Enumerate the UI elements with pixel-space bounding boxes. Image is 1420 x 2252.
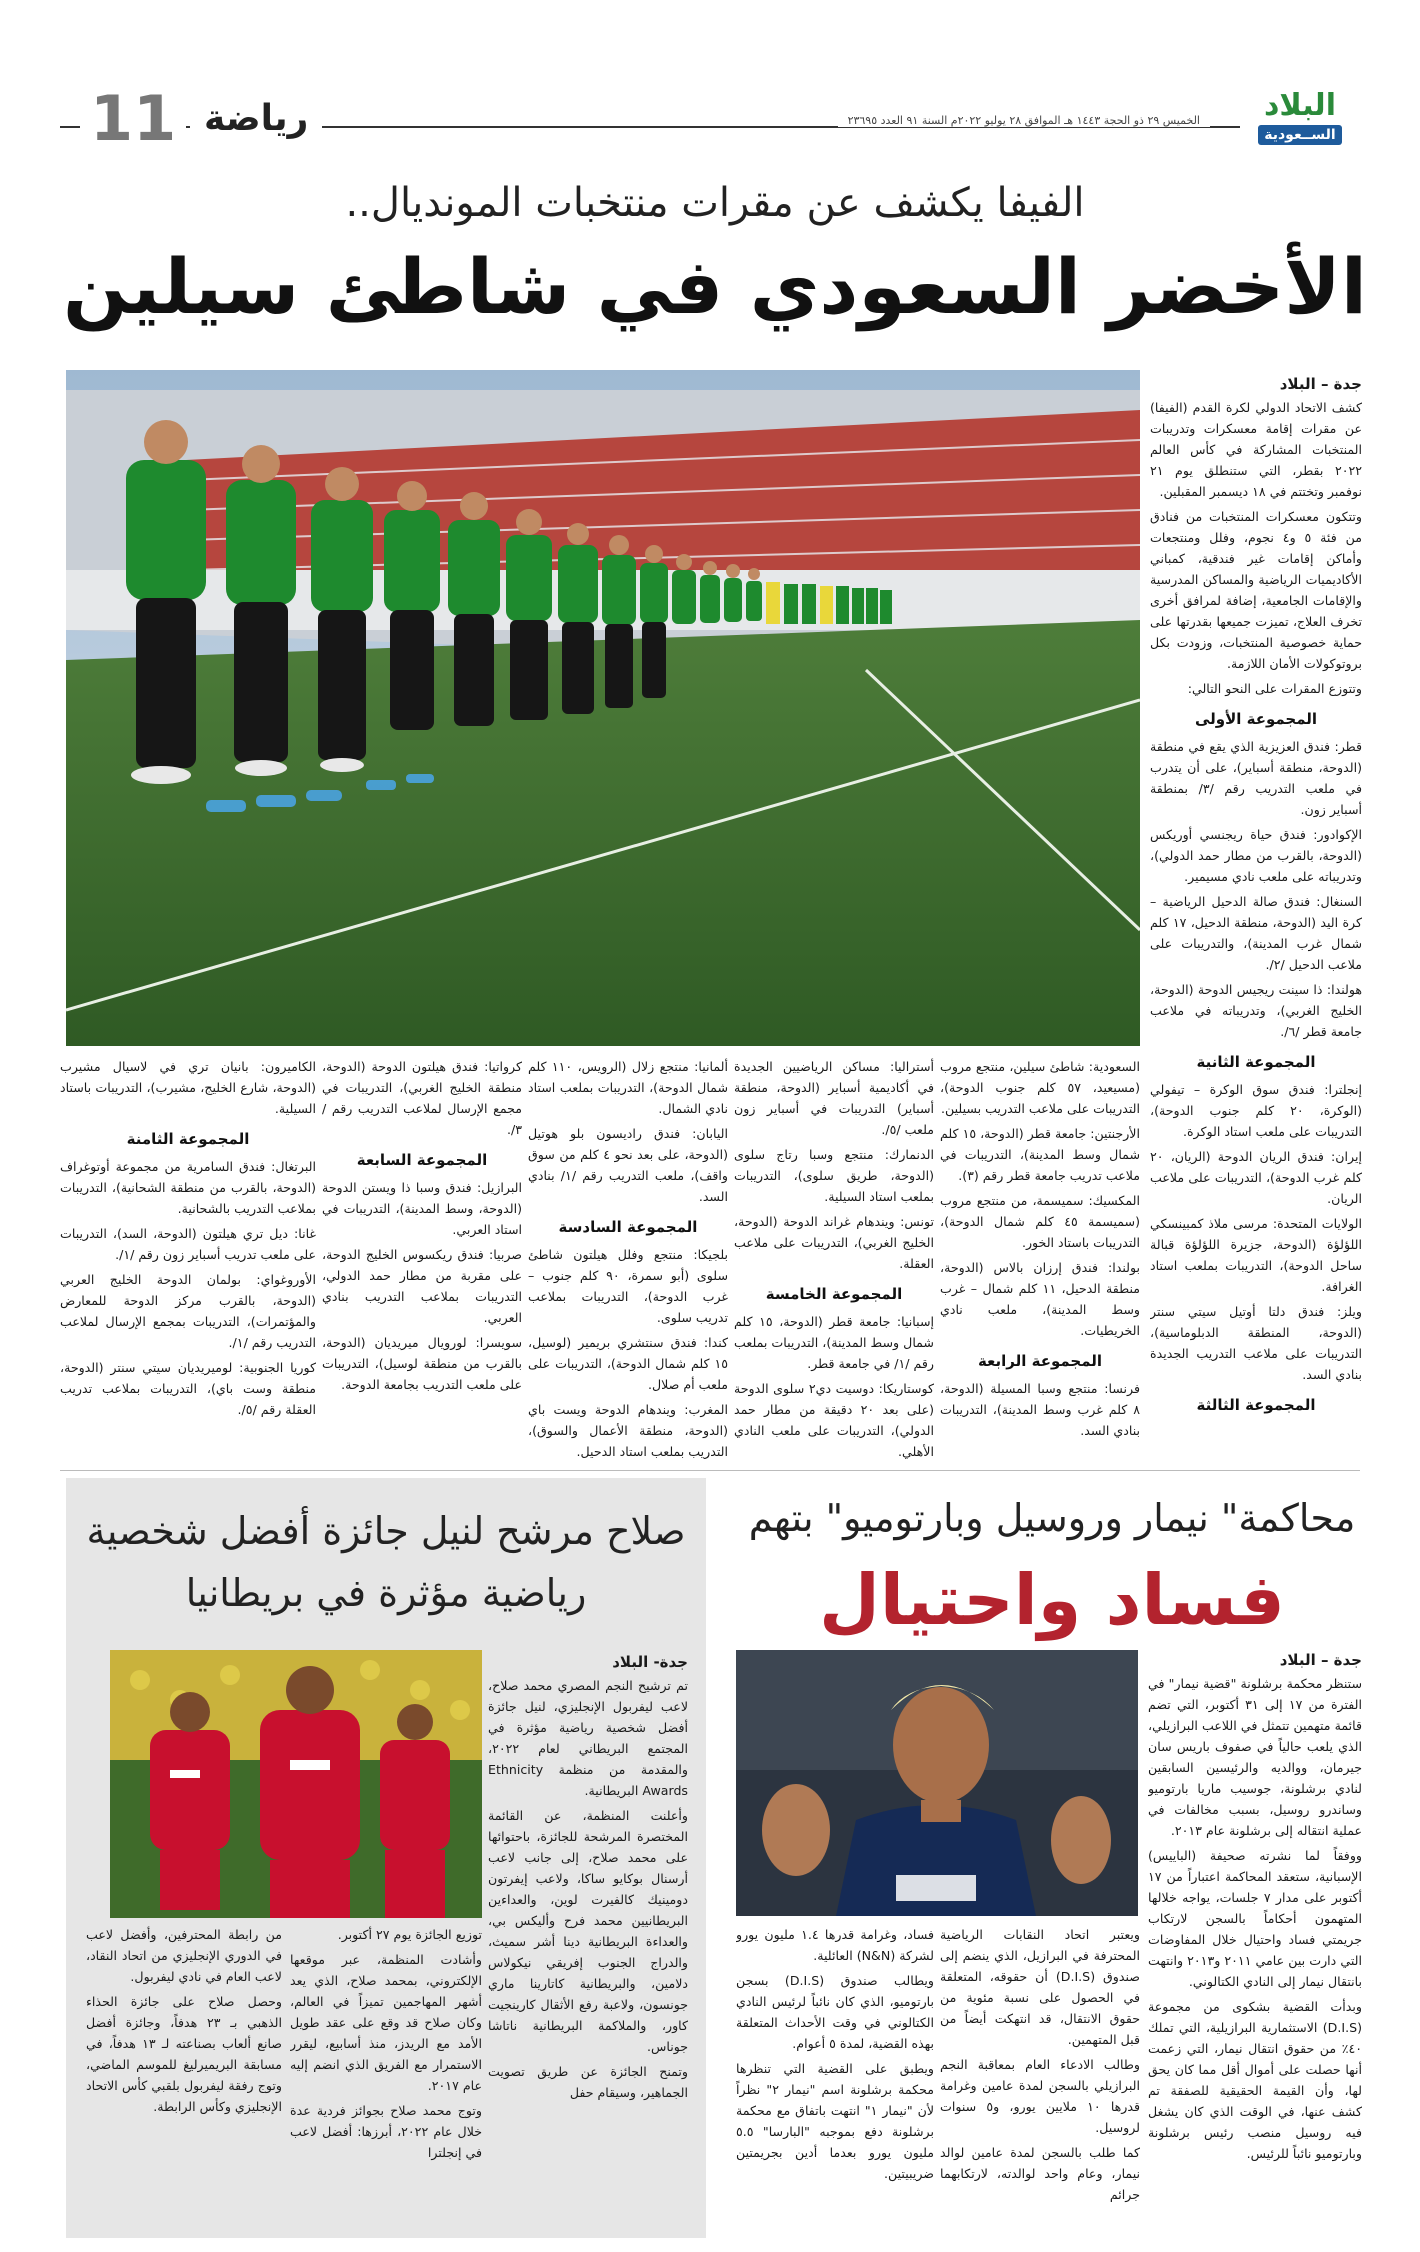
story3-column-3 — [86, 1924, 282, 2230]
group-entry: السنغال: فندق صالة الدحيل الرياضية – كرة اليد (الدوحة، منطقة الدحيل، ١٧ كلم شمال غرب المدينة)، والتدريبات على ملاعب الدحيل /٢/. — [1150, 894, 1362, 972]
story2-paragraph: وبدأت القضية بشكوى من مجموعة (D.I.S) الاستثمارية البرازيلية، التي تملك ٤٠٪ من حقوق انتقال نيمار، التي زعمت أنها حصلت على أموال أقل مما كان يحق لها، وأن القيمة الحقيقية للصفقة تم كشف عنها، في الوقت الذي كان يشغل فيه روسيل منصب رئيس برشلونة وبارتوميو نائباً للرئيس. — [1148, 1999, 1362, 2161]
story1-paragraph: كشف الاتحاد الدولي لكرة القدم (الفيفا) عن مقرات إقامة معسكرات وتدريبات المنتخبات المشاركة في كأس العالم ٢٠٢٢ بقطر، التي ستنطلق يوم ٢١ نوفمبر وتختتم في ١٨ ديسمبر المقبلين. — [1150, 400, 1362, 499]
group-7-heading: المجموعة السابعة — [356, 1151, 488, 1169]
story3-dateline: جدة- البلاد — [612, 1653, 688, 1671]
salah-celebration-photo — [110, 1650, 482, 1918]
story1-column-6 — [60, 1056, 316, 1464]
story2-kicker: محاكمة" نيمار وروسيل وبارتوميو" بتهم — [748, 1496, 1356, 1540]
group-entry: كوريا الجنوبية: لوميريديان سيتي سنتر (الدوحة، منطقة وست باي)، التدريبات بملاعب تدريب العقلة رقم /٥/. — [60, 1360, 316, 1417]
story2-dateline: جدة – البلاد — [1279, 1651, 1362, 1669]
story3-paragraph: توزيع الجائزة يوم ٢٧ أكتوبر. — [337, 1927, 482, 1942]
group-entry: إسبانيا: جامعة قطر (الدوحة، ١٥ كلم شمال وسط المدينة)، التدريبات بملعب رقم /١/ في جامعة قطر. — [734, 1314, 934, 1371]
story2-headline: فساد واحتيال — [819, 1559, 1285, 1641]
story1-column-5 — [322, 1056, 522, 1464]
neymar-photo — [736, 1650, 1138, 1916]
group-5-heading: المجموعة الخامسة — [765, 1285, 903, 1303]
issue-dateline: الخميس ٢٩ ذو الحجة ١٤٤٣ هـ الموافق ٢٨ يوليو ٢٠٢٢م السنة ٩١ العدد ٢٣٦٩٥ — [838, 114, 1210, 127]
group-entry: الولايات المتحدة: مرسى ملاذ كمبينسكي اللؤلؤة (الدوحة، جزيرة اللؤلؤة قبالة ساحل الدوحة)، التدريبات بملعب استاد الغرافة. — [1150, 1216, 1362, 1294]
story3-column-2 — [290, 1924, 482, 2230]
group-entry: كرواتيا: فندق هيلتون الدوحة (الدوحة، منطقة الخليج الغربي)، التدريبات في مجمع الإرسال لملاعب التدريب رقم /٣/. — [322, 1059, 522, 1137]
group-entry: البرازيل: فندق وسبا ذا ويستن الدوحة (الدوحة، وسط المدينة)، التدريبات في استاد العربي. — [322, 1180, 522, 1237]
group-entry: فرنسا: منتجع وسبا المسيلة (الدوحة، ٨ كلم غرب وسط المدينة)، التدريبات بنادي السد. — [940, 1381, 1140, 1438]
group-2-heading: المجموعة الثانية — [1196, 1053, 1316, 1071]
story2-paragraph: ويطبق على القضية التي تنظرها محكمة برشلونة اسم "نيمار ٢" نظراً لأن "نيمار ١" انتهت باتفاق مع محكمة برشلونة دفع بموجبه "البارسا" ٥.٥ مليون يورو بعدما أدين بجريمتين ضريبيتين. — [736, 2061, 934, 2181]
group-entry: سويسرا: لورويال ميريديان (الدوحة، بالقرب من منطقة لوسيل)، التدريبات على ملعب التدريب بجامعة الدوحة. — [322, 1335, 522, 1392]
story1-column-4 — [528, 1056, 728, 1464]
group-6-heading: المجموعة السادسة — [558, 1218, 698, 1236]
group-entry: كوستاريكا: دوسيت دي٢ سلوى الدوحة (على بعد ٢٠ دقيقة من مطار حمد الدولي)، التدريبات على ملعب النادي الأهلي. — [734, 1381, 934, 1459]
group-entry: قطر: فندق العزيزية الذي يقع في منطقة (الدوحة، منطقة أسباير)، على أن يتدرب في ملعب التدريب رقم /٣/ بمنطقة أسباير زون. — [1150, 739, 1362, 817]
story3-paragraph: وأشادت المنظمة، عبر موقعها الإلكتروني، بمحمد صلاح، الذي يعد أشهر المهاجمين تميزاً في العالم، وكان صلاح قد وقع على عقد طويل الأمد مع الريدز، منذ أسابيع، ليقرر الاستمرار مع الفريق الذي انضم إليه عام ٢٠١٧. — [290, 1952, 482, 2093]
story2-paragraph: ويطالب صندوق (D.I.S) بسجن بارتوميو، الذي كان نائباً لرئيس النادي الكتالوني في وقت الأحداث المتعلقة بهذه القضية، لمدة ٥ أعوام. — [736, 1973, 934, 2051]
story2-paragraph: فساد، وغرامة قدرها ١.٤ مليون يورو لشركة (N&N) العائلية. — [736, 1927, 934, 1963]
group-1-heading: المجموعة الأولى — [1194, 710, 1318, 728]
story2-paragraph: ووفقاً لما نشرته صحيفة (الباييس) الإسبانية، ستعقد المحاكمة اعتباراً من ١٧ أكتوبر على مدار ٧ جلسات، يواجه خلالها المتهمون أحكاماً بالسجن لارتكاب جريمتي فساد واحتيال خلال المفاوضات التي دارت بين عامي ٢٠١١ و٢٠١٣ وانتهت بانتقال نيمار إلى النادي الكتالوني. — [1148, 1848, 1362, 1989]
story1-column-3 — [734, 1056, 934, 1464]
group-entry: صربيا: فندق ريكسوس الخليج الدوحة، على مقربة من مطار حمد الدولي، التدريبات بملاعب التدريب بنادي العربي. — [322, 1247, 522, 1325]
story3-paragraph: من رابطة المحترفين، وأفضل لاعب في الدوري الإنجليزي من اتحاد النقاد، لاعب العام في نادي ليفربول. — [86, 1927, 282, 1984]
group-entry: الأرجنتين: جامعة قطر (الدوحة، ١٥ كلم شمال وسط المدينة)، التدريبات في ملاعب تدريب جامعة قطر رقم (٣). — [940, 1126, 1140, 1183]
story3-paragraph: وحصل صلاح على جائزة الحذاء الذهبي بـ ٢٣ هدفاً، وجائزة أفضل صانع ألعاب بصناعته لـ ١٣ هدفاً، في مسابقة البريميرليغ للموسم الماضي، وتوج رفقة ليفربول بلقبي كأس الاتحاد الإنجليزي وكأس الرابطة. — [86, 1994, 282, 2114]
logo-subtitle: الســعودية — [1258, 125, 1341, 145]
story1-headline: الأخضر السعودي في شاطئ سيلين — [63, 242, 1367, 331]
group-8-heading: المجموعة الثامنة — [126, 1130, 250, 1148]
group-entry: الدنمارك: منتجع وسبا رتاج سلوى (الدوحة، طريق سلوى)، التدريبات بملعب استاد السيلية. — [734, 1147, 934, 1204]
story3-paragraph: وتمنح الجائزة عن طريق تصويت الجماهير، وسيقام حفل — [488, 2064, 688, 2100]
group-entry: أستراليا: مساكن الرياضيين الجديدة في أكاديمية أسباير (الدوحة، منطقة أسباير) التدريبات في أسباير زون ملعب /٥/. — [734, 1059, 934, 1137]
story1-paragraph: وتتكون معسكرات المنتخبات من فنادق من فئة ٥ و٤ نجوم، وفلل ومنتجعات وأماكن إقامات غير فندقية، كمباني الأكاديميات الرياضية والمساكن المدرسية والإقامات الجامعية، إضافة لمرافق أخرى تخرف العلاج، تميزت جميعها بقدرتها على حماية خصوصية المنتخبات، وزودت بكل بروتوكولات الأمان اللازمة. — [1150, 509, 1362, 671]
story2-column-1 — [1148, 1650, 1362, 2230]
story1-column-2 — [940, 1056, 1140, 1464]
group-entry: ألمانيا: منتجع زلال (الرويس، ١١٠ كلم شمال الدوحة)، التدريبات بملعب استاد نادي الشمال. — [528, 1059, 728, 1116]
story3-paragraph: وأعلنت المنظمة، عن القائمة المختصرة المرشحة للجائزة، باحتوائها على محمد صلاح، إلى جانب لاعب أرسنال بوكايو ساكا، ولاعب إيفرتون دومينيك كالفيرت لوين، والعداءين البريطانيين محمد فرح وأليكس بي، والعداءة البريطانية دينا أشر سميث، والدراج الجنوب إفريقي نيكولاس دلامين، والبريطانية كاتارينا ماري جونسون، ولاعبة رفع الأثقال كارينجيت كاور، والملاكمة البريطانية ناتاشا جوناس. — [488, 1808, 688, 2054]
group-entry: ويلز: فندق دلتا أوتيل سيتي سنتر (الدوحة، المنطقة الدبلوماسية)، التدريبات على ملاعب التدريب الجديدة بنادي السد. — [1150, 1304, 1362, 1382]
newspaper-logo — [1240, 88, 1360, 150]
group-entry: هولندا: ذا سينت ريجيس الدوحة (الدوحة، الخليج الغربي)، وتدريباته في ملاعب جامعة قطر /٦/. — [1150, 982, 1362, 1039]
story2-paragraph: ستنظر محكمة برشلونة "قضية نيمار" في الفترة من ١٧ إلى ٣١ أكتوبر، التي تضم قائمة متهمين تتمثل في اللاعب البرازيلي، الذي يلعب حالياً في صفوف باريس سان جيرمان، ووالديه والرئيسين السابقين لنادي برشلونة، جوسيب ماريا بارتوميو وساندرو روسيل، بسبب مخالفات في عملية انتقاله إلى برشلونة عام ٢٠١٣. — [1148, 1676, 1362, 1838]
group-entry: السعودية: شاطئ سيلين، منتجع مروب (مسيعيد، ٥٧ كلم جنوب الدوحة)، التدريبات على ملاعب التدريب بسيلين. — [940, 1059, 1140, 1116]
story2-paragraph: وطالب الادعاء العام بمعاقبة النجم البرازيلي بالسجن لمدة عامين وغرامة قدرها ١٠ ملايين يورو، و٥ سنوات لروسيل. — [940, 2057, 1140, 2135]
story3-headline: صلاح مرشح لنيل جائزة أفضل شخصية رياضية مؤثرة في بريطانيا — [86, 1509, 686, 1615]
section-divider — [60, 1470, 1360, 1471]
story3-paragraph: وتوج محمد صلاح بجوائز فردية عدة خلال عام ٢٠٢٢، أبرزها: أفضل لاعب في إنجلترا — [290, 2103, 482, 2160]
story2-paragraph: كما طلب بالسجن لمدة عامين لوالد نيمار، وعام واحد لوالدته، لارتكابهما جرائم — [940, 2145, 1140, 2202]
group-entry: بولندا: فندق إرزان بالاس (الدوحة، منطقة الدحيل، ١١ كلم شمال – غرب وسط المدينة)، ملعب نادي الخريطيات. — [940, 1260, 1140, 1338]
story2-column-3 — [736, 1924, 934, 2230]
group-entry: المكسيك: سميسمة، من منتجع مروب (سميسمة ٤٥ كلم شمال الدوحة)، التدريبات باستاد الخور. — [940, 1193, 1140, 1250]
group-entry: الكاميرون: بانيان تري في لاسيال مشيرب (الدوحة، شارع الخليج، مشيرب)، التدريبات باستاد السيلية. — [60, 1059, 316, 1116]
story2-paragraph: ويعتبر اتحاد النقابات الرياضية المحترفة في البرازيل، الذي ينضم إلى صندوق (D.I.S) أن حقوقه، المتعلقة في الحصول على نسبة مئوية من حقوق الانتقال، قد انتهكت أيضاً من قبل المتهمين. — [940, 1927, 1140, 2047]
group-entry: البرتغال: فندق السامرية من مجموعة أوتوغراف (الدوحة، بالقرب من منطقة الشحانية)، التدريبات بملاعب التدريب بالشحانية. — [60, 1159, 316, 1216]
group-entry: تونس: ويندهام غراند الدوحة (الدوحة، الخليج الغربي)، التدريبات على ملاعب العقلة. — [734, 1214, 934, 1271]
group-entry: اليابان: فندق راديسون بلو هوتيل (الدوحة، على بعد نحو ٤ كلم من سوق واقف)، ملعب التدريب رقم /١/ بنادي السد. — [528, 1126, 728, 1204]
section-name: رياضة — [190, 98, 322, 139]
saudi-team-lineup-photo — [66, 370, 1140, 1046]
page-number: 11 — [80, 84, 186, 154]
logo-wordmark: البلاد — [1264, 88, 1336, 123]
story3-column-1 — [488, 1652, 688, 2230]
group-3-heading: المجموعة الثالثة — [1196, 1396, 1316, 1414]
group-entry: غانا: ديل تري هيلتون (الدوحة، السد)، التدريبات على ملعب تدريب أسباير زون رقم /١/. — [60, 1226, 316, 1262]
story1-dateline: جدة – البلاد — [1279, 375, 1362, 393]
story2-column-2 — [940, 1924, 1140, 2230]
group-entry: بلجيكا: منتجع وفلل هيلتون شاطئ سلوى (أبو سمرة، ٩٠ كلم جنوب – غرب الدوحة)، التدريبات بملاعب تدريب سلوى. — [528, 1247, 728, 1325]
story1-column-1 — [1150, 374, 1362, 1464]
page-header — [60, 80, 1360, 160]
group-entry: الإكوادور: فندق حياة ريجنسي أوريكس (الدوحة، بالقرب من مطار حمد الدولي)، وتدريباته على ملعب نادي مسيمير. — [1150, 827, 1362, 884]
group-entry: الأوروغواي: بولمان الدوحة الخليج العربي (الدوحة، بالقرب مركز الدوحة للمعارض والمؤتمرات)، التدريبات بمجمع الإرسال لملاعب التدريب رقم /١/. — [60, 1272, 316, 1350]
group-4-heading: المجموعة الرابعة — [977, 1352, 1103, 1370]
group-entry: إيران: فندق الريان الدوحة (الريان، ٢٠ كلم غرب الدوحة)، التدريبات على ملاعب الريان. — [1150, 1149, 1362, 1206]
group-entry: المغرب: ويندهام الدوحة ويست باي (الدوحة، منطقة الأعمال والسوق)، التدريب بملعب استاد الدحيل. — [528, 1402, 728, 1459]
story3-paragraph: تم ترشيح النجم المصري محمد صلاح، لاعب ليفربول الإنجليزي، لنيل جائزة أفضل شخصية رياضية مؤثرة في المجتمع البريطاني لعام ٢٠٢٢، والمقدمة من منظمة Ethnicity Awards البريطانية. — [488, 1678, 688, 1798]
story1-paragraph: وتتوزع المقرات على النحو التالي: — [1187, 681, 1362, 696]
story1-kicker: الفيفا يكشف عن مقرات منتخبات المونديال.. — [345, 180, 1085, 226]
group-entry: كندا: فندق سنتشري بريمير (لوسيل، ١٥ كلم شمال الدوحة)، التدريبات على ملعب أم صلال. — [528, 1335, 728, 1392]
group-entry: إنجلترا: فندق سوق الوكرة – تيفولي (الوكرة، ٢٠ كلم جنوب الدوحة)، التدريبات على ملعب استاد الوكرة. — [1150, 1082, 1362, 1139]
